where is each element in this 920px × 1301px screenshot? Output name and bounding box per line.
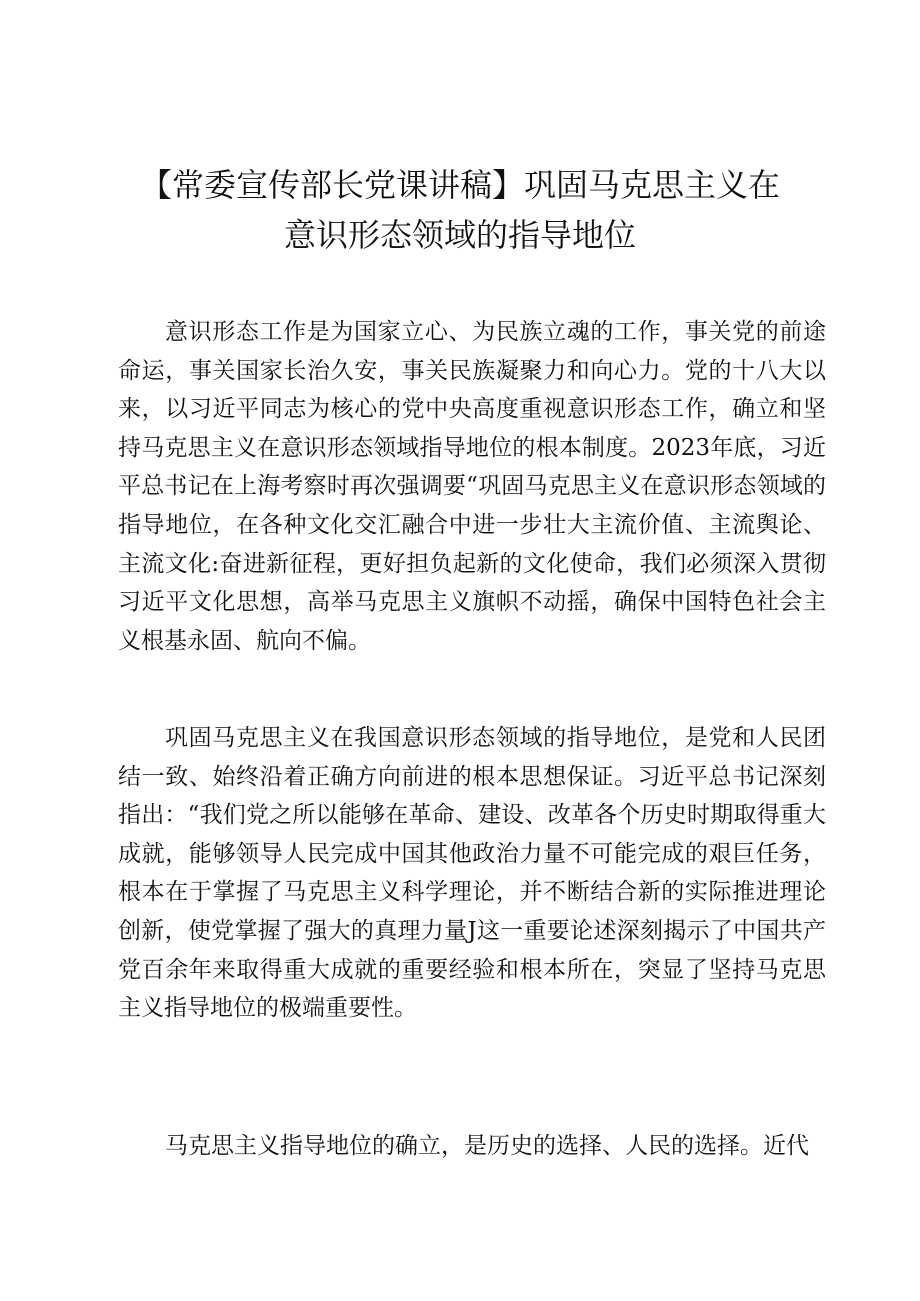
title-line-1: 【常委宣传部长党课讲稿】巩固马克思主义在 bbox=[139, 166, 780, 204]
document-title bbox=[100, 160, 820, 260]
paragraph-3: 马克思主义指导地位的确立，是历史的选择、人民的选择。近代 bbox=[165, 1133, 809, 1159]
paragraph-1: 意识形态工作是为国家立心、为民族立魂的工作，事关党的前途命运，事关国家长治久安，事关民族凝聚力和向心力。党的十八大以来，以习近平同志为核心的党中央高度重视意识形态工作，确立和坚持马克思主义在意识形态领域指导地位的根本制度。2023年底，习近平总书记在上海考察时再次强调要“巩固马克思主义在意识形态领域的指导地位，在各种文化交汇融合中进一步壮大主流价值、主流舆论、主流文化:奋进新征程，更好担负起新的文化使命，我们必须深入贯彻习近平文化思想，高举马克思主义旗帜不动摇，确保中国特色社会主义根基永固、航向不偏。 bbox=[118, 319, 826, 654]
title-line-2: 意识形态领域的指导地位 bbox=[283, 216, 636, 254]
paragraph-2: 巩固马克思主义在我国意识形态领域的指导地位，是党和人民团结一致、始终沿着正确方向前进的根本思想保证。习近平总书记深刻指出：“我们党之所以能够在革命、建设、改革各个历史时期取得重大成就，能够领导人民完成中国其他政治力量不可能完成的艰巨任务，根本在于掌握了马克思主义科学理论，并不断结合新的实际推进理论创新，使党掌握了强大的真理力量J这一重要论述深刻揭示了中国共产党百余年来取得重大成就的重要经验和根本所在，突显了坚持马克思主义指导地位的极端重要性。 bbox=[118, 725, 826, 1022]
